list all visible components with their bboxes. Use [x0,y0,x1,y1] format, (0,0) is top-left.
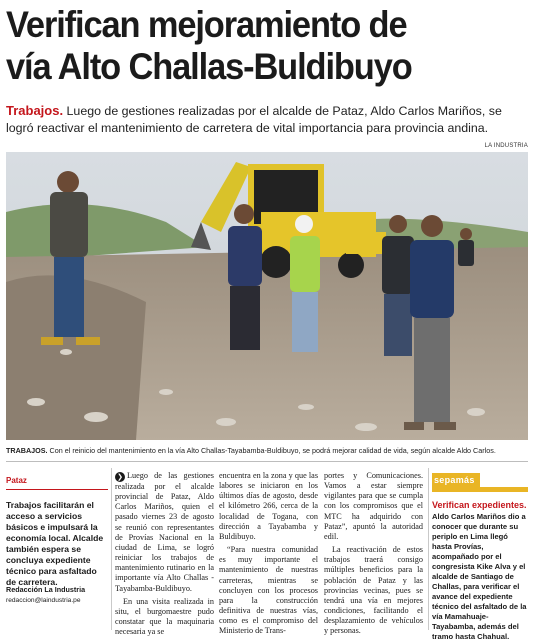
body-column-1 [115,471,214,640]
sepamas-label: sepamás [432,473,480,487]
caption-kicker: TRABAJOS. [6,446,48,455]
person-6 [458,228,474,266]
news-photo [6,152,528,440]
byline: Redacción La Industria [6,585,86,594]
headline-line-2: vía Alto Challas-Buldibuyo [6,46,412,87]
photo-credit: LA INDUSTRIA [484,143,528,149]
body-column-2 [219,471,318,640]
caption-text: Con el reinicio del mantenimiento en la vía Alto Challas-Tayabamba-Buldibuyo, se podrá mejorar calidad de vida, según alcalde Aldo Carlos. [49,446,496,455]
paragraph: La reactivación de estos trabajos traerá consigo múltiples beneficios para la población de Pataz y las provincias vecinas, pues se tendrá una vía en mejores condiciones, facilitando el desplazamiento de vehículos y personas. [324,545,423,636]
sepamas-rule [432,487,528,492]
headline-line-1: Verifican mejoramiento de [6,4,407,45]
section-label: Pataz [6,476,27,485]
headline [6,4,493,88]
news-photo-illustration [6,152,528,440]
lead-text: Luego de gestiones realizadas por el alcalde de Pataz, Aldo Carlos Mariños, se logró reactivar el mantenimiento de carretera de vital importancia para provincia andina. [6,104,502,135]
lead-kicker: Trabajos. [6,103,64,118]
section-divider [6,461,528,462]
paragraph: “Para nuestra comunidad es muy importante el mantenimiento de nuestras carreteras, mientras se concluyen con los procesos para la construcción definitiva de nuestras vías, como es el compromiso del Ministerio de Trans- [219,545,318,636]
column-divider [428,468,429,630]
photo-caption [6,446,528,455]
byline-email: redaccion@laindustria.pe [6,597,81,604]
column-divider [111,468,112,630]
right-sidebar [432,470,528,642]
body-column-3 [324,471,423,640]
sidebar-title: Verifican expedientes. [432,500,527,510]
summary-text: Trabajos facilitarán el acceso a servicios básicos e impulsará la economía local. Alcalde también espera se concluya expediente técnico para asfaltado de carretera. [6,500,104,587]
sidebar-text: Aldo Carlos Mariños dio a conocer que durante su periplo en Lima llegó hasta Provías, acompañado por el congresista Kike Alva y el alcalde de Santiago de Challas, para verificar el avance del expediente técnico del asfaltado de la vía Mamahuaje-Tayabamba, además del tramo hasta Chahual. [432,512,527,641]
section-rule [6,489,108,490]
lead-paragraph [6,102,526,137]
paragraph: encuentra en la zona y que las labores se iniciaron en los últimos días de agosto, desde el kilómetro 266, cerca de la localidad de Togana, con dirección a Tayabamba y Buldibuyo. [219,471,318,541]
arrow-icon: ❯ [115,472,125,482]
paragraph [115,471,214,594]
left-sidebar [6,470,108,588]
paragraph: portes y Comunicaciones. Vamos a estar siempre vigilantes para que se cumpla con los compromisos que el MTC ha adquirido con Pataz”, apuntó la autoridad edil. [324,471,423,541]
paragraph-text: Luego de las gestiones realizada por el alcalde provincial de Pataz, Aldo Carlos Mariños, quien el pasado viernes 23 de agosto se reunió con representantes de Provías Nacional en la ciudad de Lima, se logró reiniciar los trabajos de mantenimiento rutinario en la importante vía Alto Challas -Tayabamba-Buldibuyo. [115,471,214,593]
paragraph: En una visita realizada in situ, el burgomaestre pudo constatar que la maquinaria necesaria ya se [115,596,214,637]
person-4 [382,215,414,356]
